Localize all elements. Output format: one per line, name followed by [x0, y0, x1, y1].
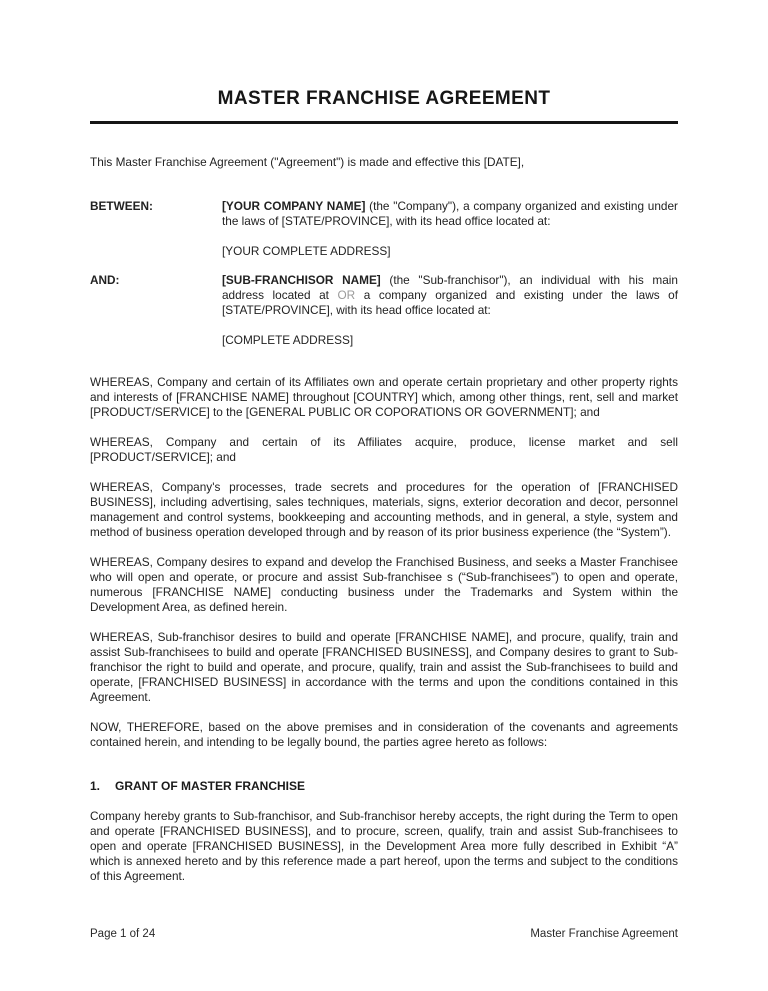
whereas-paragraph: WHEREAS, Company and certain of its Affiliates acquire, produce, license market and sell [PRODUCT/SERVICE]; and — [90, 435, 678, 464]
party-description: (the "Company"), a company organized and existing under the laws of [STATE/PROVINCE], with its head office located at: — [222, 199, 678, 228]
party-address: [YOUR COMPLETE ADDRESS] — [222, 244, 391, 258]
party-text — [222, 273, 678, 318]
section-title: GRANT OF MASTER FRANCHISE — [115, 779, 306, 793]
page-footer — [90, 928, 678, 940]
party-name-placeholder: [SUB-FRANCHISOR NAME] — [222, 273, 381, 287]
section-heading — [90, 779, 678, 793]
recitals-section — [90, 375, 678, 750]
document-title: MASTER FRANCHISE AGREEMENT — [217, 88, 551, 109]
party-address: [COMPLETE ADDRESS] — [222, 333, 354, 347]
parties-section — [90, 199, 678, 348]
party-name-placeholder: [YOUR COMPANY NAME] — [222, 199, 366, 213]
footer-document-name: Master Franchise Agreement — [530, 928, 678, 940]
party-content — [222, 273, 678, 348]
party-label: AND: — [90, 273, 120, 287]
now-therefore-paragraph: NOW, THEREFORE, based on the above premises and in consideration of the covenants and agreements contained herein, and intending to be legally bound, the parties agree hereto as follows: — [90, 720, 678, 749]
page-number: Page 1 of 24 — [90, 928, 156, 940]
whereas-paragraph: WHEREAS, Company and certain of its Affiliates own and operate certain proprietary and other property rights and interests of [FRANCHISE NAME] throughout [COUNTRY] which, among other things, rent, sell and market [PRODUCT/SERVICE] to the [GENERAL PUBLIC OR COPORATIONS OR GOVERNMENT]; and — [90, 375, 678, 419]
section-number: 1. — [90, 779, 101, 793]
intro-paragraph: This Master Franchise Agreement ("Agreement") is made and effective this [DATE], — [90, 155, 525, 169]
title-rule — [90, 121, 678, 124]
or-conjunction: OR — [337, 288, 356, 302]
party-text — [222, 199, 678, 229]
party-between — [90, 199, 678, 259]
whereas-paragraph: WHEREAS, Company desires to expand and develop the Franchised Business, and seeks a Master Franchisee who will open and operate, or procure and assist Sub-franchisee s (“Sub-franchisees”) to open and operate, numerous [FRANCHISE NAME] conducting business under the Trademarks and System within the Development Area, as defined herein. — [90, 555, 678, 614]
party-description-continued: a company organized and existing under the laws of [STATE/PROVINCE], with its head office located at: — [222, 288, 678, 317]
section-paragraph: Company hereby grants to Sub-franchisor, and Sub-franchisor hereby accepts, the right during the Term to open and operate [FRANCHISED BUSINESS], and to procure, screen, qualify, train and assist Sub-franchisees to open and operate [FRANCHISED BUSINESS], in the Development Area more fully described in Exhibit “A” which is annexed hereto and by this reference made a part hereof, upon the terms and subject to the conditions of this Agreement. — [90, 809, 678, 883]
party-content — [222, 199, 678, 259]
whereas-paragraph: WHEREAS, Company's processes, trade secrets and procedures for the operation of [FRANCHISED BUSINESS], including advertising, sales techniques, materials, signs, exterior decoration and decor, personnel management and control systems, bookkeeping and accounting methods, and in general, a style, system and method of business operation developed through and by reason of its prior business experience (the “System”). — [90, 480, 678, 539]
party-description: (the "Sub-franchisor"), an individual with his main address located at — [222, 273, 678, 302]
party-and — [90, 273, 678, 348]
party-label: BETWEEN: — [90, 199, 153, 213]
whereas-paragraph: WHEREAS, Sub-franchisor desires to build and operate [FRANCHISE NAME], and procure, qualify, train and assist Sub-franchisees to build and operate [FRANCHISED BUSINESS], and Company desires to grant to Sub-franchisor the right to build and operate, and procure, qualify, train and assist the Sub-franchisees to build and operate, [FRANCHISED BUSINESS] in accordance with the terms and upon the conditions contained in this Agreement. — [90, 630, 678, 704]
